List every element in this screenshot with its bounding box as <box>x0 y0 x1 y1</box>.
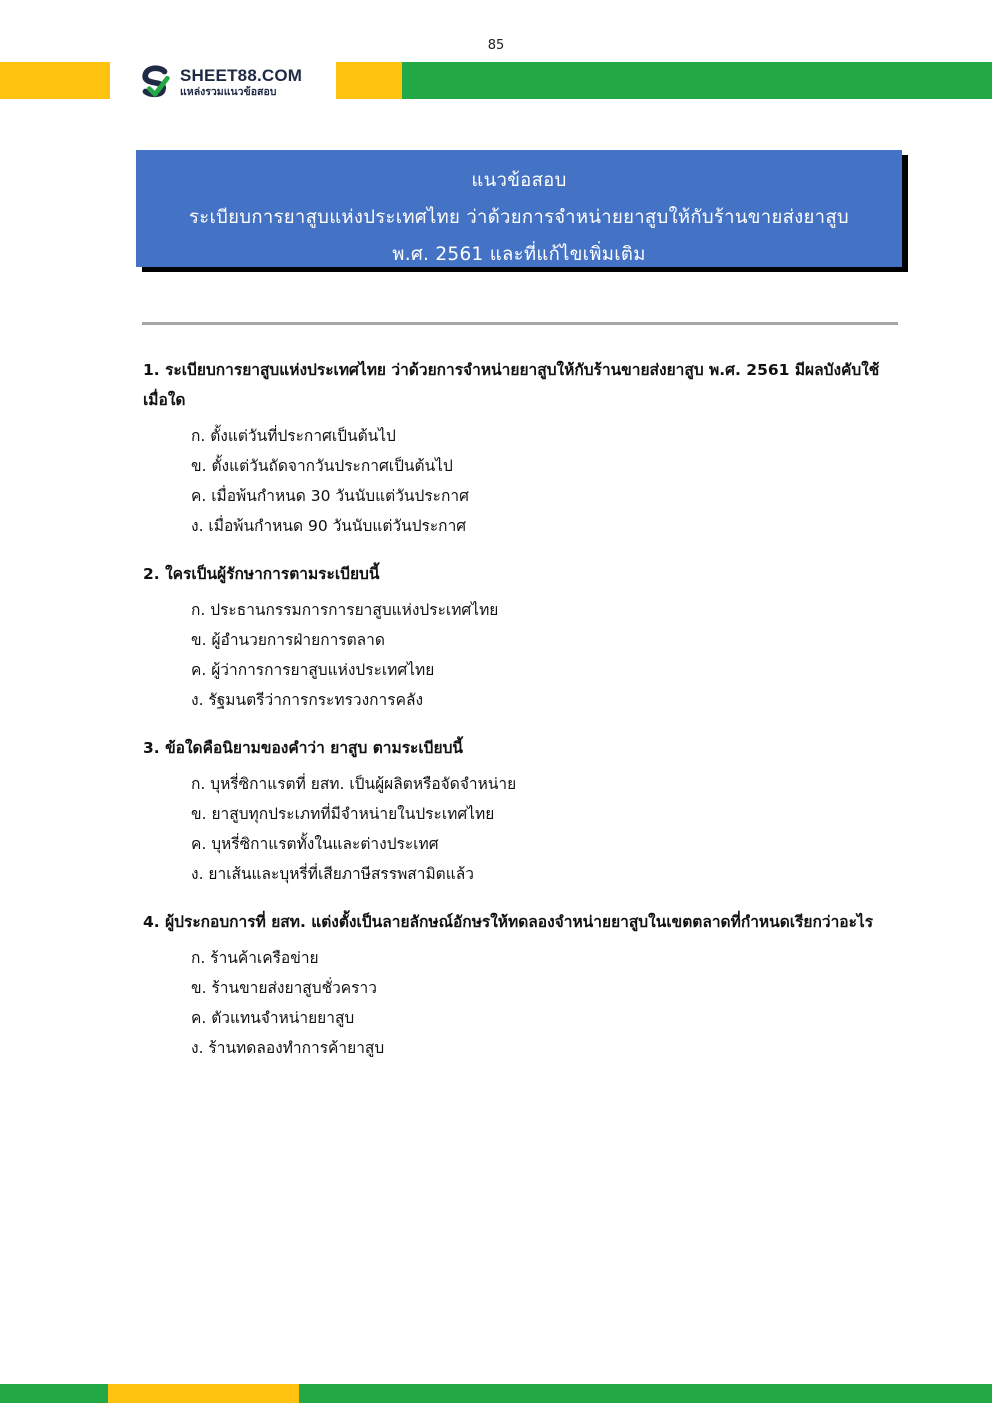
bottom-green-band-right <box>299 1384 992 1403</box>
choice-item: ง. รัฐมนตรีว่าการกระทรวงการคลัง <box>191 691 424 709</box>
choice-item: ค. บุหรี่ซิกาแรตทั้งในและต่างประเทศ <box>191 835 439 853</box>
choice-list <box>143 769 893 889</box>
top-green-band <box>402 62 992 99</box>
choice-list <box>143 943 893 1063</box>
logo-subtitle: แหล่งรวมแนวข้อสอบ <box>180 85 277 98</box>
question-list <box>143 355 893 1081</box>
banner-line-1: แนวข้อสอบ <box>471 170 567 191</box>
title-banner <box>136 150 902 267</box>
bottom-green-band-left <box>0 1384 108 1403</box>
bottom-yellow-band <box>108 1384 299 1403</box>
top-yellow-band-left <box>0 62 110 99</box>
choice-item: ข. ตั้งแต่วันถัดจากวันประกาศเป็นต้นไป <box>191 457 453 475</box>
choice-item: ค. ผู้ว่าการการยาสูบแห่งประเทศไทย <box>191 661 435 679</box>
question-2 <box>143 559 893 715</box>
choice-item: ข. ร้านขายส่งยาสูบชั่วคราว <box>191 979 377 997</box>
banner-line-3: พ.ศ. 2561 และที่แก้ไขเพิ่มเติม <box>392 244 646 265</box>
top-yellow-band-mid <box>336 62 402 99</box>
question-3 <box>143 733 893 889</box>
site-logo <box>136 62 302 102</box>
logo-title: SHEET88.COM <box>180 65 303 85</box>
choice-list <box>143 595 893 715</box>
choice-item: ข. ยาสูบทุกประเภทที่มีจำหน่ายในประเทศไทย <box>191 805 495 823</box>
choice-list <box>143 421 893 541</box>
question-1 <box>143 355 893 541</box>
choice-item: ก. ร้านค้าเครือข่าย <box>191 949 319 967</box>
question-text: 1. ระเบียบการยาสูบแห่งประเทศไทย ว่าด้วยการจำหน่ายยาสูบให้กับร้านขายส่งยาสูบ พ.ศ. 2561 มีผลบังคับใช้เมื่อใด <box>143 361 880 409</box>
choice-item: ง. ร้านทดลองทำการค้ายาสูบ <box>191 1039 385 1057</box>
choice-item: ก. ประธานกรรมการการยาสูบแห่งประเทศไทย <box>191 601 499 619</box>
choice-item: ง. เมื่อพ้นกำหนด 90 วันนับแต่วันประกาศ <box>191 517 467 535</box>
page-number: 85 <box>487 38 505 53</box>
question-text: 3. ข้อใดคือนิยามของคำว่า ยาสูบ ตามระเบียบนี้ <box>143 739 464 757</box>
banner-line-2: ระเบียบการยาสูบแห่งประเทศไทย ว่าด้วยการจำหน่ายยาสูบให้กับร้านขายส่งยาสูบ <box>189 207 849 228</box>
sheet88-logo-icon <box>136 63 174 101</box>
question-text: 4. ผู้ประกอบการที่ ยสท. แต่งตั้งเป็นลายลักษณ์อักษรให้ทดลองจำหน่ายยาสูบในเขตตลาดที่กำหนดเรียกว่าอะไร <box>143 913 874 931</box>
question-4 <box>143 907 893 1063</box>
choice-item: ง. ยาเส้นและบุหรี่ที่เสียภาษีสรรพสามิตแล้ว <box>191 865 474 883</box>
divider-rule <box>142 322 898 325</box>
choice-item: ข. ผู้อำนวยการฝ่ายการตลาด <box>191 631 385 649</box>
question-text: 2. ใครเป็นผู้รักษาการตามระเบียบนี้ <box>143 565 380 583</box>
choice-item: ก. บุหรี่ซิกาแรตที่ ยสท. เป็นผู้ผลิตหรือจัดจำหน่าย <box>191 775 517 793</box>
choice-item: ค. ตัวแทนจำหน่ายยาสูบ <box>191 1009 355 1027</box>
choice-item: ก. ตั้งแต่วันที่ประกาศเป็นต้นไป <box>191 427 396 445</box>
choice-item: ค. เมื่อพ้นกำหนด 30 วันนับแต่วันประกาศ <box>191 487 469 505</box>
